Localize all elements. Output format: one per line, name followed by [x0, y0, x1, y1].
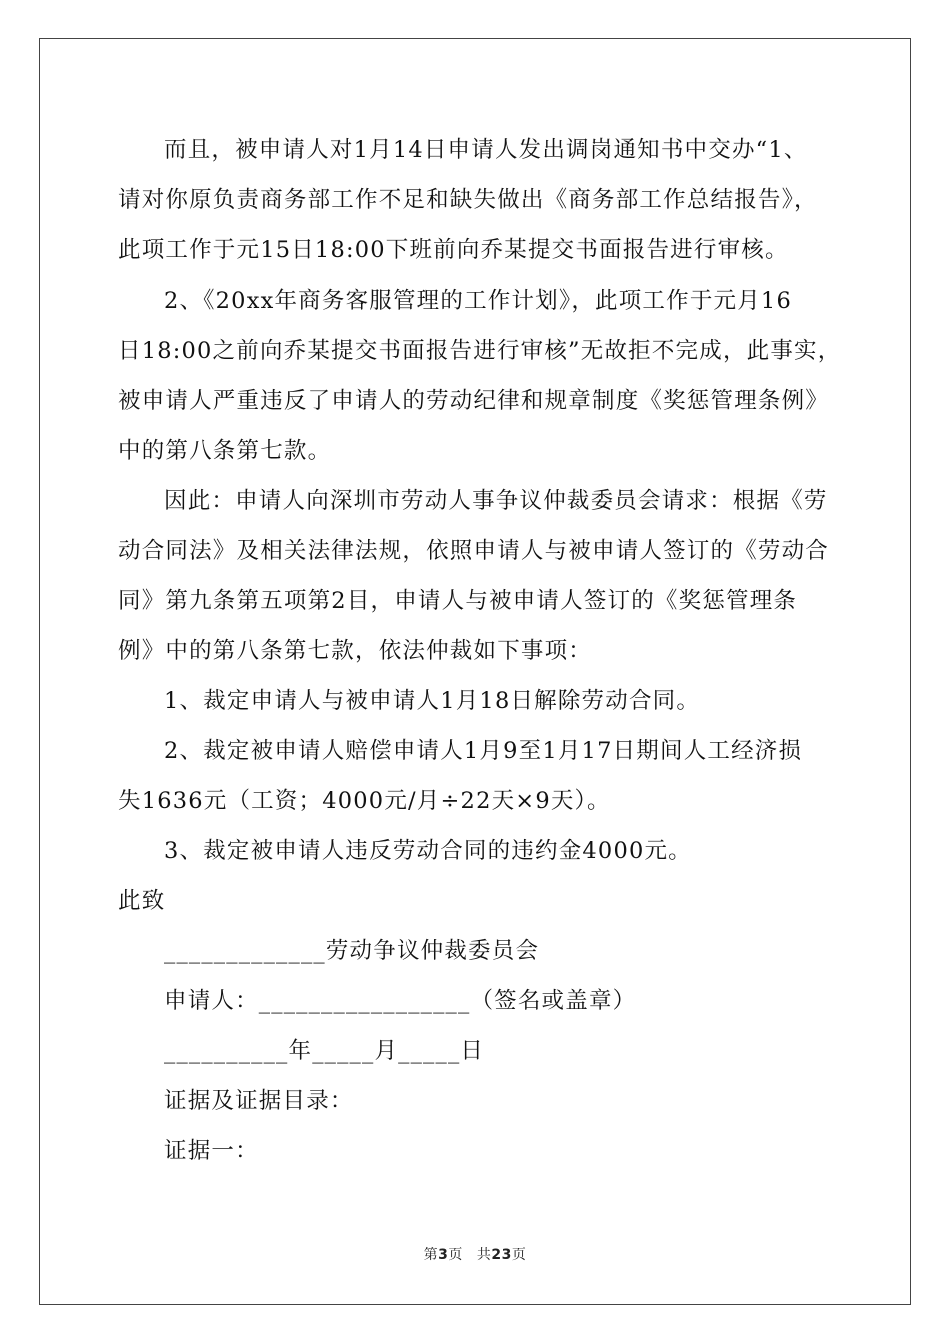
- paragraph-line: 请对你原负责商务部工作不足和缺失做出《商务部工作总结报告》，: [118, 187, 818, 213]
- paragraph-line: 中的第八条第七款。: [118, 438, 332, 464]
- evidence-item: 证据一：: [164, 1138, 259, 1164]
- list-item: 2、裁定被申请人赔偿申请人1月9至1月17日期间人工经济损: [164, 738, 803, 764]
- page-number: 3: [438, 1247, 449, 1263]
- total-label-suffix: 页: [511, 1247, 527, 1263]
- applicant-signature-line: 申请人：_________________（签名或盖章）: [164, 988, 637, 1014]
- paragraph-line: 被申请人严重违反了申请人的劳动纪律和规章制度《奖惩管理条例》: [118, 388, 830, 414]
- recipient-line: _____________劳动争议仲裁委员会: [164, 938, 540, 964]
- list-item: 3、裁定被申请人违反劳动合同的违约金4000元。: [164, 838, 692, 864]
- page-label-prefix: 第: [423, 1247, 439, 1263]
- paragraph-line: 而且，被申请人对1月14日申请人发出调岗通知书中交办“1、: [164, 137, 808, 163]
- total-label-prefix: 共: [476, 1247, 492, 1263]
- date-line: __________年_____月_____日: [164, 1038, 485, 1064]
- evidence-list-heading: 证据及证据目录：: [164, 1088, 354, 1114]
- paragraph-line: 动合同法》及相关法律法规，依照申请人与被申请人签订的《劳动合: [118, 538, 830, 564]
- page-label-suffix: 页: [448, 1247, 463, 1263]
- paragraph-line: 失1636元（工资；4000元/月÷22天×9天）。: [118, 788, 611, 814]
- paragraph-line: 例》中的第八条第七款，依法仲裁如下事项：: [118, 638, 593, 664]
- paragraph-line: 2、《20xx年商务客服管理的工作计划》，此项工作于元月16: [164, 288, 792, 314]
- page-footer: [0, 1244, 950, 1264]
- paragraph-line: 同》第九条第五项第2目，申请人与被申请人签订的《奖惩管理条: [118, 588, 798, 614]
- list-item: 1、裁定申请人与被申请人1月18日解除劳动合同。: [164, 688, 701, 714]
- paragraph-line: 此项工作于元15日18:00下班前向乔某提交书面报告进行审核。: [118, 237, 789, 263]
- paragraph-line: 日18:00之前向乔某提交书面报告进行审核”无故拒不完成，此事实，: [118, 338, 842, 364]
- salutation: 此致: [118, 888, 166, 914]
- paragraph-line: 因此：申请人向深圳市劳动人事争议仲裁委员会请求：根据《劳: [164, 488, 828, 514]
- total-pages: 23: [491, 1247, 512, 1263]
